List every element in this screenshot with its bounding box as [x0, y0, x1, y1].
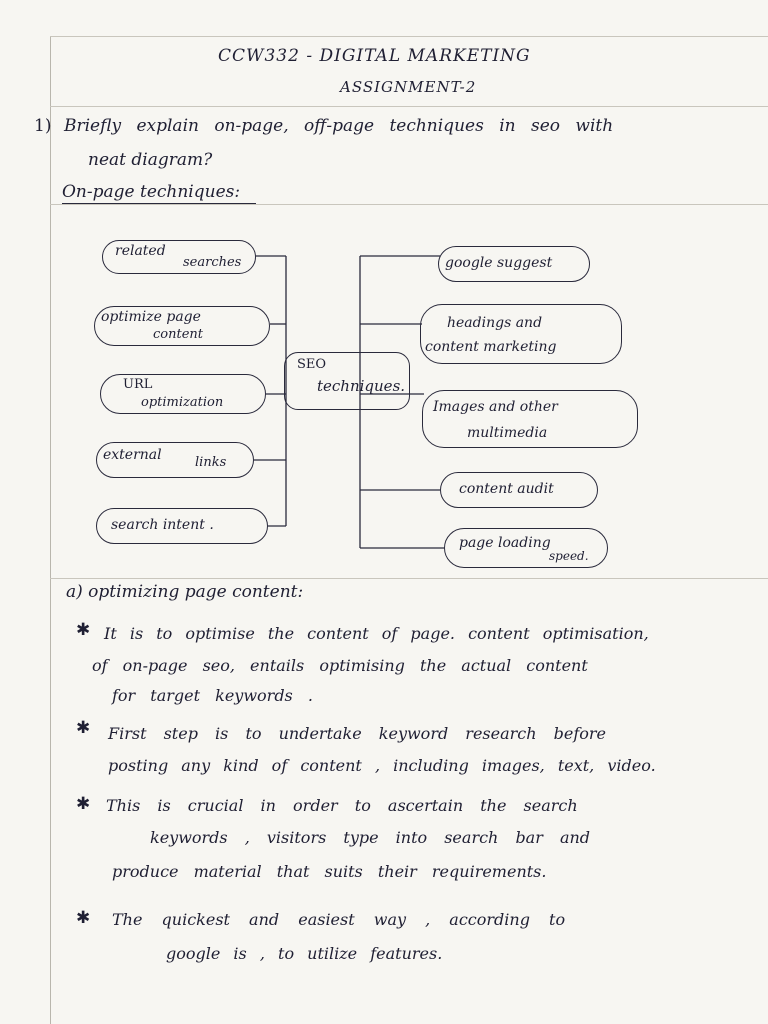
section-heading-underline	[62, 203, 256, 204]
bullet-1-line-1: It is to optimise the content of page. content optimisation,	[104, 624, 649, 643]
ruled-line	[50, 106, 768, 107]
diagram-node-google-suggest: google suggest	[438, 246, 590, 282]
diagram-node-url-optimization: URL optimization	[100, 374, 266, 414]
diagram-node-images-multimedia: Images and other multimedia	[422, 390, 638, 448]
page-subtitle: ASSIGNMENT-2	[340, 78, 477, 96]
ruled-line	[50, 578, 768, 579]
bullet-3-line-1: This is crucial in order to ascertain the search	[106, 796, 578, 815]
bullet-2-line-1: First step is to undertake keyword research before	[108, 724, 607, 743]
diagram-node-related-searches: related searches	[102, 240, 256, 274]
ruled-line	[50, 204, 768, 205]
diagram-node-optimize-page-content: optimize page content	[94, 306, 270, 346]
section-heading: On-page techniques:	[62, 182, 241, 202]
bullet-4-line-1: The quickest and easiest way , according to	[112, 910, 566, 929]
subsection-heading: a) optimizing page content:	[66, 582, 304, 602]
bullet-star-icon: ✱	[76, 908, 91, 928]
diagram-node-external-links: external links	[96, 442, 254, 478]
bullet-star-icon: ✱	[76, 718, 91, 738]
diagram-node-headings-content-marketing: headings and content marketing	[420, 304, 622, 364]
bullet-1-line-3: for target keywords .	[112, 686, 313, 705]
bullet-star-icon: ✱	[76, 794, 91, 814]
question-line-1: Briefly explain on-page, off-page techniques in seo with	[64, 116, 614, 136]
question-line-2: neat diagram?	[88, 150, 213, 170]
diagram-hub-seo-techniques: SEO techniques.	[284, 352, 410, 410]
diagram-node-page-loading-speed: page loading speed.	[444, 528, 608, 568]
bullet-1-line-2: of on-page seo, entails optimising the actual content	[92, 656, 588, 675]
page-title: CCW332 - DIGITAL MARKETING	[218, 46, 531, 66]
diagram-node-content-audit: content audit	[440, 472, 598, 508]
bullet-star-icon: ✱	[76, 620, 91, 640]
bullet-3-line-3: produce material that suits their requirements.	[112, 862, 547, 881]
bullet-4-line-2: google is , to utilize features.	[166, 944, 443, 963]
diagram-node-search-intent: search intent .	[96, 508, 268, 544]
bullet-3-line-2: keywords , visitors type into search bar and	[150, 828, 591, 847]
top-rule	[50, 36, 768, 37]
question-number: 1)	[34, 116, 52, 136]
margin-line	[50, 36, 51, 1024]
bullet-2-line-2: posting any kind of content , including images, text, video.	[108, 756, 656, 775]
